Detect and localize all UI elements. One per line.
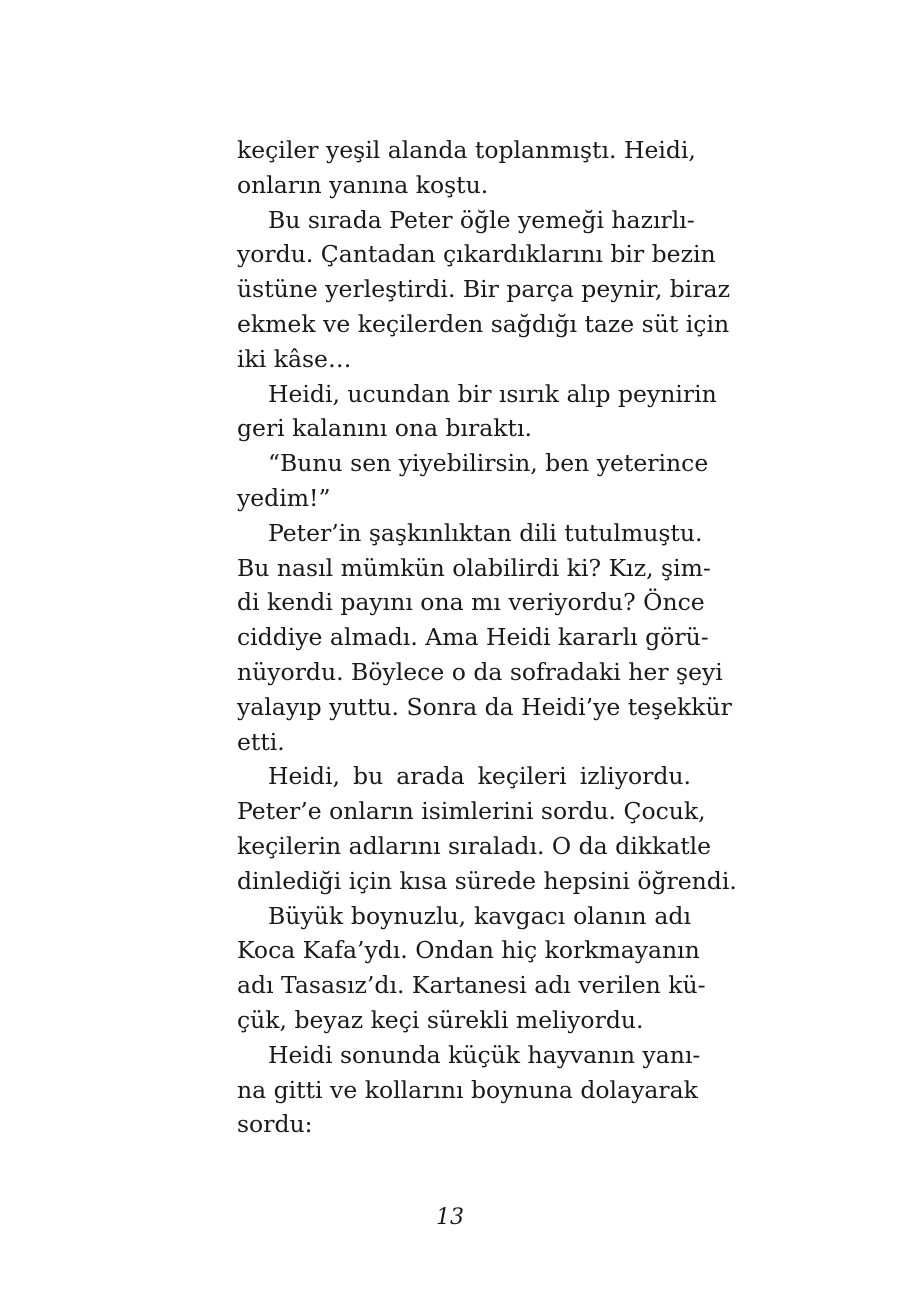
text-line: geri kalanını ona bıraktı. xyxy=(237,414,532,443)
text-line: Bu nasıl mümkün olabilirdi ki? Kız, şim- xyxy=(237,553,711,582)
text-line: nüyordu. Böylece o da sofradaki her şeyi xyxy=(237,657,723,686)
text-line: yordu. Çantadan çıkardıklarını bir bezin xyxy=(237,240,716,269)
text-line: keçilerin adlarını sıraladı. O da dikkatle xyxy=(237,831,712,860)
text-line: adı Tasasız’dı. Kartanesi adı verilen kü- xyxy=(237,971,706,1000)
text-line: ciddiye almadı. Ama Heidi kararlı görü- xyxy=(237,623,709,652)
text-line: Heidi, bu arada keçileri izliyordu. xyxy=(268,762,691,791)
text-line: “Bunu sen yiyebilirsin, ben yeterince xyxy=(268,449,709,478)
body-text xyxy=(237,133,737,1142)
text-line: Peter’e onların isimlerini sordu. Çocuk, xyxy=(237,797,706,826)
text-line: onların yanına koştu. xyxy=(237,170,489,199)
text-line: Heidi sonunda küçük hayvanın yanı- xyxy=(268,1040,701,1069)
text-line: Büyük boynuzlu, kavgacı olanın adı xyxy=(268,901,691,930)
text-line: yedim!” xyxy=(237,483,331,512)
text-line: üstüne yerleştirdi. Bir parça peynir, biraz xyxy=(237,275,730,304)
text-line: iki kâse… xyxy=(237,344,352,373)
text-line: di kendi payını ona mı veriyordu? Önce xyxy=(237,588,705,617)
text-line: yalayıp yuttu. Sonra da Heidi’ye teşekkür xyxy=(237,692,732,721)
text-line: ekmek ve keçilerden sağdığı taze süt için xyxy=(237,309,730,338)
text-line: etti. xyxy=(237,727,285,756)
text-line: çük, beyaz keçi sürekli meliyordu. xyxy=(237,1005,644,1034)
text-line: sordu: xyxy=(237,1110,313,1139)
text-line: keçiler yeşil alanda toplanmıştı. Heidi, xyxy=(237,136,696,164)
text-line: Bu sırada Peter öğle yemeği hazırlı- xyxy=(268,205,695,234)
text-line: Heidi, ucundan bir ısırık alıp peynirin xyxy=(268,379,717,408)
text-line: dinlediği için kısa sürede hepsini öğrendi. xyxy=(237,866,737,895)
text-line: Koca Kafa’ydı. Ondan hiç korkmayanın xyxy=(237,936,700,965)
text-line: Peter’in şaşkınlıktan dili tutulmuştu. xyxy=(268,518,703,547)
text-line: na gitti ve kollarını boynuna dolayarak xyxy=(237,1075,698,1104)
page-number: 13 xyxy=(436,1205,464,1230)
